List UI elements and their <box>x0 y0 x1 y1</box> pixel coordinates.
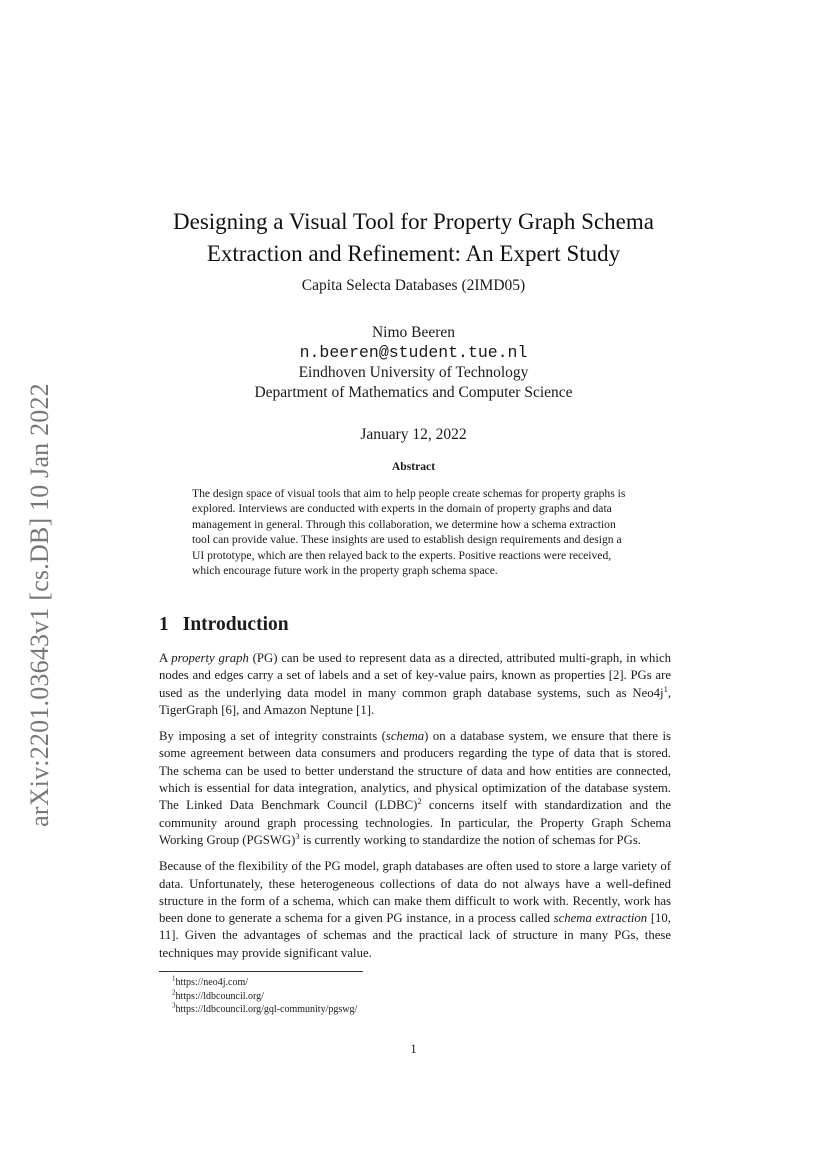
text-run: (PG) can be used to represent data as a directed, attributed multi-graph, in which nodes and edges carry a set of labels and a set of key-value pairs, known as properties [2]. PGs are used as the underlying data model in many common graph database systems, such as Neo4j <box>159 651 672 700</box>
section-heading-introduction <box>159 614 289 636</box>
footnotes <box>172 976 357 1017</box>
text-run: A <box>159 651 172 665</box>
author-name: Nimo Beeren <box>371 324 456 341</box>
abstract-heading: Abstract <box>391 460 436 473</box>
text-run: , TigerGraph [6], and Amazon Neptune [1]. <box>159 685 671 717</box>
text-run: concerns itself with standardization and the community around graph processing technologies. In particular, the Property Graph Schema Working Group (PGSWG) <box>159 798 671 847</box>
footnote-divider <box>159 971 363 972</box>
paper-subtitle: Capita Selecta Databases (2IMD05) <box>301 277 526 294</box>
author-affiliation: Eindhoven University of Technology <box>298 364 529 381</box>
footnote-link[interactable]: https://ldbcouncil.org/gql-community/pgswg/ <box>175 1004 358 1016</box>
title-line-2: Extraction and Refinement: An Expert Study <box>206 241 621 266</box>
paper-title <box>150 206 677 270</box>
section-number: 1 <box>159 614 169 635</box>
footnote-link[interactable]: https://neo4j.com/ <box>175 977 248 988</box>
footnote-1 <box>172 976 357 990</box>
body-text <box>159 650 671 962</box>
paragraph-1 <box>159 650 671 719</box>
footnote-2 <box>172 990 357 1004</box>
footnote-mark: 1 <box>172 974 176 983</box>
footnote-marker: 1 <box>663 683 668 694</box>
arxiv-identifier: arXiv:2201.03643v1 [cs.DB] 10 Jan 2022 <box>25 383 54 827</box>
section-title: Introduction <box>182 614 289 635</box>
author-email: n.beeren@student.tue.nl <box>299 343 528 362</box>
text-run: Because of the flexibility of the PG model, graph databases are often used to store a large variety of data. Unfortunately, these heterogeneous collections of data do not always have a well-defined structure in the form of a schema, which can make them difficult to work with. Recently, work has been done to generate a schema for a given PG instance, in a process called <box>159 859 671 926</box>
text-run: ) on a database system, we ensure that there is some agreement between data consumers and producers regarding the type of data that is stored. The schema can be used to better understand the structure of data and how entities are connected, which is essential for data integration, analytics, and physical optimization of the database system. The Linked Data Benchmark Council (LDBC) <box>159 729 671 813</box>
abstract <box>192 459 635 579</box>
author-department: Department of Mathematics and Computer Science <box>254 384 573 401</box>
emphasis-term: schema <box>385 729 425 744</box>
footnote-marker: 3 <box>295 830 300 841</box>
paper-header <box>150 206 677 445</box>
paragraph-2 <box>159 728 671 849</box>
abstract-text: The design space of visual tools that aim to help people create schemas for property graphs is explored. Interviews are conducted with experts in the domain of property graphs and data management in general. Through this collaboration, we determine how a schema extraction tool can provide value. These insights are used to establish design requirements and design a UI prototype, which are then relayed back to the experts. Positive reactions were received, which encourage future work in the property graph schema space. <box>192 486 626 577</box>
author-block <box>150 323 677 403</box>
footnote-mark: 3 <box>172 1001 176 1010</box>
page-number: 1 <box>410 1042 417 1056</box>
emphasis-term: schema extraction <box>553 911 648 926</box>
footnote-mark: 2 <box>172 988 176 997</box>
text-run: By imposing a set of integrity constraints ( <box>159 729 386 744</box>
footnote-link[interactable]: https://ldbcouncil.org/ <box>175 990 264 1002</box>
footnote-3 <box>172 1003 357 1017</box>
paper-date: January 12, 2022 <box>360 426 467 443</box>
emphasis-term: property graph <box>171 651 249 665</box>
paragraph-3 <box>159 858 671 962</box>
text-run: [10, 11]. Given the advantages of schemas and the practical lack of structure in many PGs, these techniques may provide significant value. <box>159 911 671 960</box>
text-run: is currently working to standardize the notion of schemas for PGs. <box>299 832 641 847</box>
footnote-marker: 2 <box>417 796 422 807</box>
title-line-1: Designing a Visual Tool for Property Graph Schema <box>173 209 654 234</box>
